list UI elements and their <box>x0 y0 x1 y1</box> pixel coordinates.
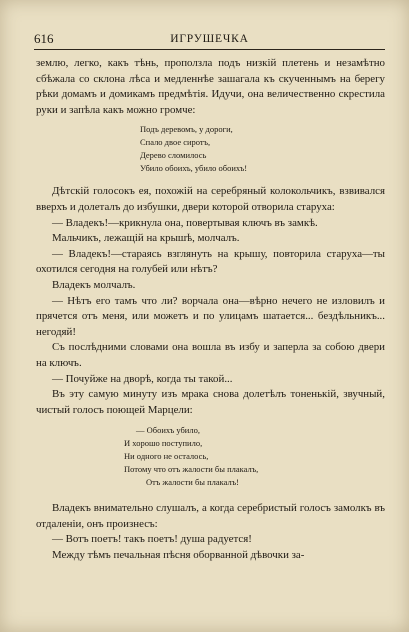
page-body <box>36 56 385 564</box>
paragraph-8: Съ послѣдними словами она вошла въ избу и заперла за собою двери на ключъ. <box>36 341 385 369</box>
paragraph-1: землю, легко, какъ тѣнь, проползла подъ низкій плетень и незамѣтно сбѣжала со склона лѣса и медленнѣе зашагала къ скученнымъ на берегу рѣки домамъ и домикамъ предмѣтія. Идучи, она величественно скрестила руки и запѣла какъ можно громче: <box>36 57 385 116</box>
verse-line: Убило обоихъ, убило обоихъ! <box>140 163 248 174</box>
paragraph-4: Мальчикъ, лежащій на крышѣ, молчалъ. <box>52 232 240 245</box>
page-number: 616 <box>34 31 54 46</box>
verse-line: — Обоихъ убило, <box>136 425 200 436</box>
paragraph-3: — Владекъ!—крикнула она, повертывая ключъ въ замкѣ. <box>52 216 318 229</box>
verse-line: И хорошо поступило, <box>124 438 203 449</box>
running-title: ИГРУШЕЧКА <box>170 33 249 45</box>
verse-line: Потому что отъ жалости бы плакалъ, <box>124 464 259 475</box>
song-verse-2 <box>36 424 385 489</box>
verse-line: Ни одного не осталось, <box>124 451 209 462</box>
paragraph-7: — Нѣтъ его тамъ что ли? ворчала она—вѣрно нечего не изловилъ и прячется отъ меня, или можетъ и по улицамъ шатается... бездѣльникъ... негодяй! <box>36 294 385 338</box>
paragraph-9: — Почуйже на дворѣ, когда ты такой... <box>52 372 233 385</box>
paragraph-11: Владекъ внимательно слушалъ, а когда серебристый голосъ замолкъ въ отдаленіи, онъ произнесъ: <box>36 502 385 530</box>
verse-line: Подъ деревомъ, у дороги, <box>140 124 233 135</box>
song-verse-1 <box>36 123 385 175</box>
paragraph-13: Между тѣмъ печальная пѣсня оборванной дѣвочки за- <box>52 549 305 562</box>
verse-line: Отъ жалости бы плакалъ! <box>146 477 239 488</box>
verse-line: Спало двое сиротъ, <box>140 137 211 148</box>
paragraph-5: — Владекъ!—стараясь взглянуть на крышу, повторила старуха—ты охотился сегодня на голубей или нѣтъ? <box>36 247 385 276</box>
paragraph-2: Дѣтскій голосокъ ея, похожій на серебряный колокольчикъ, взвивался вверхъ и долеталъ до избушки, двери которой отворила старуха: <box>36 185 385 213</box>
page-header <box>34 31 385 50</box>
paragraph-12: — Вотъ поетъ! такъ поетъ! душа радуется! <box>52 533 252 546</box>
paragraph-6: Владекъ молчалъ. <box>52 278 136 291</box>
paragraph-10: Въ эту самую минуту изъ мрака снова долетѣлъ тоненькій, звучный, чистый голосъ поющей Марцели: <box>36 388 385 416</box>
verse-line: Дерево сломилось <box>140 150 207 161</box>
